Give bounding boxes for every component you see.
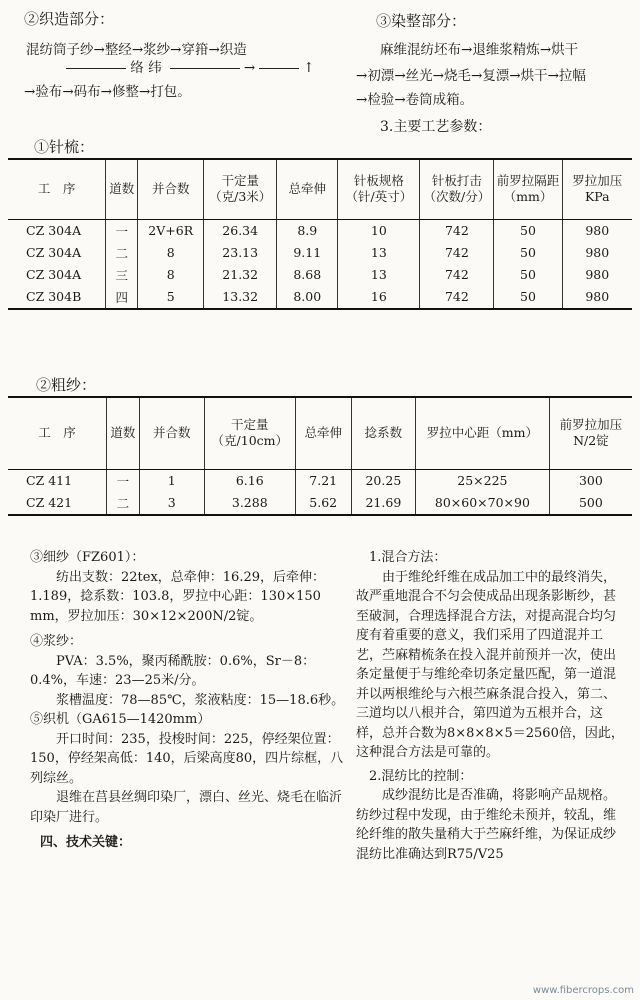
table-cell: 四 bbox=[106, 286, 138, 309]
table-cell: 8.00 bbox=[277, 286, 338, 309]
flow-step: 退维浆精炼 bbox=[472, 42, 540, 58]
flow-step: 检验 bbox=[367, 92, 395, 108]
col-header: 针板打击（次数/分） bbox=[420, 159, 494, 219]
table-cell: 742 bbox=[420, 286, 494, 309]
left-column bbox=[30, 548, 345, 850]
flow-step: 卷筒成箱。 bbox=[405, 92, 474, 108]
table-cell: 8 bbox=[138, 264, 204, 286]
table-cell: 8.9 bbox=[277, 219, 338, 242]
flow-step: 烘干 bbox=[551, 42, 579, 58]
col-header: 罗拉中心距（mm） bbox=[415, 397, 549, 469]
table-cell: 21.32 bbox=[204, 264, 277, 286]
dyeing-flow-row1: 麻维混纺坯布→退维浆精炼→烘干 bbox=[380, 42, 579, 58]
table-cell: 8 bbox=[138, 242, 204, 264]
table-cell: 三 bbox=[106, 264, 138, 286]
col-header: 总牵伸 bbox=[277, 159, 338, 219]
mix-title: 1.混合方法： bbox=[369, 550, 447, 565]
flow-step: 混纺筒子纱 bbox=[26, 42, 94, 58]
weaving-title: ②织造部分： bbox=[24, 10, 115, 28]
table-cell: 16 bbox=[338, 286, 420, 309]
flow-step: 烘干 bbox=[520, 68, 548, 84]
table-cell: 20.25 bbox=[351, 469, 415, 492]
flow-step: 码布 bbox=[73, 84, 101, 100]
table-cell: CZ 304A bbox=[8, 219, 106, 242]
table-cell: 23.13 bbox=[204, 242, 277, 264]
table-row bbox=[8, 286, 632, 309]
col-header: 道数 bbox=[107, 397, 139, 469]
col-header: 并合数 bbox=[139, 397, 204, 469]
flow-step: 丝光 bbox=[405, 68, 433, 84]
col-header: 前罗拉隔距（mm） bbox=[494, 159, 562, 219]
sizing-text-1: PVA：3.5%，聚丙稀酰胺：0.6%，Sr－8：0.4%，车速：23—25米/分。 bbox=[30, 653, 316, 688]
table-cell: 742 bbox=[420, 219, 494, 242]
table-cell: 80×60×70×90 bbox=[415, 492, 549, 515]
loom-text: 开口时间：235，投梭时间：225，停经架位置：150，停经架高低：140，后梁高度80，四片综框，八列综丝。 bbox=[30, 731, 344, 786]
table-cell: 980 bbox=[585, 245, 610, 260]
table-cell: 13 bbox=[338, 242, 420, 264]
table-cell: 二 bbox=[106, 242, 138, 264]
col-header: 捻系数 bbox=[351, 397, 415, 469]
flow-step: 初漂 bbox=[367, 68, 395, 84]
table-cell: 742 bbox=[420, 264, 494, 286]
table-cell: CZ 304A bbox=[8, 264, 106, 286]
flow-step: 打包。 bbox=[150, 84, 191, 100]
col-header: 总牵伸 bbox=[295, 397, 351, 469]
flow-step: 织造 bbox=[219, 42, 247, 58]
mix-text: 由于维纶纤维在成品加工中的最终消失，故严重地混合不匀会使成品出现条影断纱，甚至破洞，合理选择混合方法，对提高混合均匀度有着重要的意义，我们采用了四道混并工艺，苎麻精梳条在投入混并前预并一次，使出条定量便于与维纶牵切条定量匹配，第一道混并以两根维纶与六根苎麻条混合投入，第二、三道均以八根并合，第四道为五根并合，这样，总并合数为8×8×8×5＝2560倍，因此，这种混合方法是可靠的。 bbox=[356, 569, 624, 760]
table-cell: 500 bbox=[549, 492, 632, 515]
table-cell: 300 bbox=[578, 473, 603, 488]
flow-step: 麻维混纺坯布 bbox=[380, 42, 461, 58]
table-cell: 3.288 bbox=[204, 492, 295, 515]
table1-title: ①针梳： bbox=[34, 138, 95, 156]
table-cell: 9.11 bbox=[277, 242, 338, 264]
flow-step: 烧毛 bbox=[443, 68, 471, 84]
weaving-flow-row1: 混纺筒子纱→整经→浆纱→穿箝→织造 bbox=[26, 42, 247, 58]
dyeing-flow-row3: →检验→卷筒成箱。 bbox=[356, 92, 474, 108]
table-cell: CZ 304A bbox=[8, 242, 106, 264]
col-header: 前罗拉加压N/2锭 bbox=[549, 397, 632, 469]
spinning-text: 纺出支数：22tex，总牵伸：16.29，后牵伸：1.189，捻系数：103.8，罗拉中心距：130×150 mm，罗拉加压：30×12×200N/2锭。 bbox=[30, 569, 326, 624]
watermark: www.fibercrops.com bbox=[532, 985, 634, 996]
col-header: 工 序 bbox=[8, 397, 107, 469]
key-title: 四、技术关键： bbox=[40, 835, 132, 850]
table-row bbox=[8, 492, 632, 515]
flow-step: 浆纱 bbox=[143, 42, 171, 58]
col-header: 并合数 bbox=[138, 159, 204, 219]
table-cell: 一 bbox=[106, 219, 138, 242]
flow-step: 修整 bbox=[111, 84, 139, 100]
table-cell: 10 bbox=[338, 219, 420, 242]
table-cell: 一 bbox=[107, 469, 139, 492]
table-cell: 26.34 bbox=[204, 219, 277, 242]
roving-table bbox=[8, 396, 632, 516]
dyeing-flow-row2: →初漂→丝光→烧毛→复漂→烘干→拉幅 bbox=[356, 68, 586, 84]
table-cell: 1 bbox=[139, 469, 204, 492]
table-cell: 50 bbox=[494, 264, 562, 286]
table-cell: 二 bbox=[107, 492, 139, 515]
loom-title: ⑤织机（GA615—1420mm） bbox=[30, 712, 211, 727]
table-cell: 5 bbox=[138, 286, 204, 309]
flow-step: 整经 bbox=[104, 42, 132, 58]
flow-step: 穿箝 bbox=[181, 42, 209, 58]
table-row bbox=[8, 469, 632, 492]
dyeing-title: ③染整部分： bbox=[376, 12, 467, 30]
col-header: 工 序 bbox=[8, 159, 106, 219]
needle-comb-table bbox=[8, 158, 632, 310]
col-header: 罗拉加压KPa bbox=[562, 159, 632, 219]
flow-step: 拉幅 bbox=[558, 68, 586, 84]
table-cell: 6.16 bbox=[204, 469, 295, 492]
table-cell: 8.68 bbox=[277, 264, 338, 286]
table-cell: 13 bbox=[338, 264, 420, 286]
table-row bbox=[8, 219, 632, 242]
table-cell: CZ 304B bbox=[8, 286, 106, 309]
sizing-title: ④浆纱： bbox=[30, 634, 83, 649]
table-cell: 13.32 bbox=[204, 286, 277, 309]
table-cell: 50 bbox=[494, 242, 562, 264]
dye-text: 退维在莒县丝绸印染厂，漂白、丝光、烧毛在临沂印染厂进行。 bbox=[30, 790, 343, 825]
flow-step: 复漂 bbox=[482, 68, 510, 84]
weaving-flow-row2: →验布→码布→修整→打包。 bbox=[24, 84, 191, 100]
table-cell: 742 bbox=[420, 242, 494, 264]
table-cell: 21.69 bbox=[351, 492, 415, 515]
table-cell: 3 bbox=[139, 492, 204, 515]
table-cell: 980 bbox=[562, 286, 632, 309]
table-cell: 50 bbox=[494, 219, 562, 242]
spinning-title: ③细纱（FZ601）： bbox=[30, 550, 145, 565]
right-column bbox=[356, 548, 628, 864]
ratio-title: 2.混纺比的控制： bbox=[369, 768, 473, 784]
table-cell: CZ 411 bbox=[8, 469, 107, 492]
params-title: 3.主要工艺参数： bbox=[380, 119, 492, 135]
table2-title: ②粗纱： bbox=[36, 376, 97, 394]
flow-step: 验布 bbox=[35, 84, 63, 100]
col-header: 针板规格（针/英寸） bbox=[338, 159, 420, 219]
table-row bbox=[8, 264, 632, 286]
table-cell: 7.21 bbox=[295, 469, 351, 492]
col-header: 干定量（克/3米） bbox=[204, 159, 277, 219]
sizing-text-2: 浆槽温度：78—85℃，浆液粘度：15—18.6秒。 bbox=[56, 692, 345, 708]
table-cell: 25×225 bbox=[415, 469, 549, 492]
table-cell: CZ 421 bbox=[8, 492, 107, 515]
table-cell: 2V+6R bbox=[138, 219, 204, 242]
col-header: 干定量（克/10cm） bbox=[204, 397, 295, 469]
weaving-flow-branch: 络 纬 → ↑ bbox=[66, 56, 315, 76]
table-cell: 980 bbox=[585, 223, 610, 238]
table-row bbox=[8, 242, 632, 264]
col-header: 道数 bbox=[106, 159, 138, 219]
flow-step: 络 纬 bbox=[130, 60, 162, 76]
ratio-text: 成纱混纺比是否准确，将影响产品规格。纺纱过程中发现，由于维纶未预并，较乱，维纶纤维的散失量稍大于苎麻纤维，为保证成纱混纺比准确达到R75/V25 bbox=[356, 788, 617, 862]
table-cell: 50 bbox=[494, 286, 562, 309]
table-cell: 980 bbox=[585, 267, 610, 282]
table-cell: 5.62 bbox=[295, 492, 351, 515]
